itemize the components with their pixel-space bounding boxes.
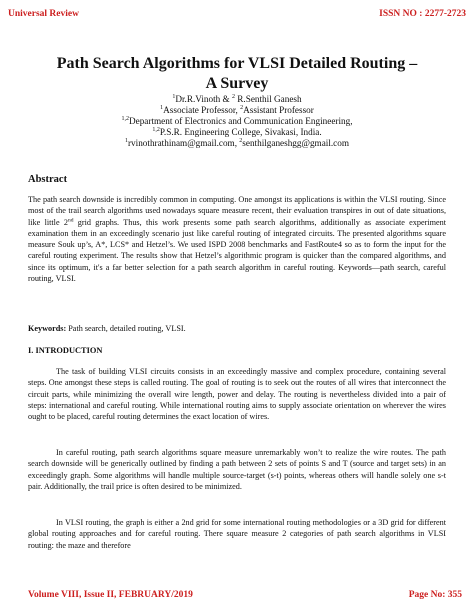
abstract-text: The path search downside is incredibly common in computing. One amongst its applications is within the VLSI routing. Since most of the trail search algorithms used nowadays square measure recent, their evaluation transpires in out of date situations, like little 2nd grid graphs. Thus, this work presents some path search algorithms, additionally as associate experiment examination them in an exceedingly scenario just like careful routing of integrated circuits. The presented algorithms square measure Souk up’s, A*, LCS* and Hetzel’s. We used ISPD 2008 benchmarks and FastRoute4 so as to form the input for the careful routing experiment. The results show that Hetzel’s algorithmic program is quicker than the compared algorithms, and since its optimum, it's a far better selection for a path search algorithm in careful routing. Keywords—path search, careful routing, VLSI. [28,195,446,284]
issn-number: ISSN NO : 2277-2723 [379,9,466,19]
author-department: $^{1,2}$Department of Electronics and Communication Engineering, [121,115,353,126]
volume-info: Volume VIII, Issue II, FEBRUARY/2019 [28,590,193,600]
paper-title-line-2: A Survey [205,75,269,92]
keywords-label: Keywords: [28,324,67,333]
intro-paragraph-2: In careful routing, path search algorithms square measure unremarkably won’t to realize the wire routes. The path search downside will be generically outlined by finding a path between 2 sets of points S and T (source and target sets) in an exceedingly graph. Some algorithms will handle multiple source-target (s-t) points, whereas others will handle solely one s-t pair. Additionally, the trail price is often desired to be minimized. [28,448,446,491]
page-number: Page No: 355 [408,590,462,600]
author-roles: $^1$Associate Professor, $^2$Assistant Professor [160,104,314,115]
keywords-line [28,324,186,333]
author-emails: $^1$rvinothrathinam@gmail.com, $^2$senthilganeshgg@gmail.com [125,137,349,148]
intro-paragraph-1: The task of building VLSI circuits consists in an exceedingly massive and complex procedure, containing several steps. One amongst these steps is called routing. The goal of routing is to seek out the routes of all wires that interconnect the circuit parts, while minimizing the overall wire length, power and delay. The routing is nevertheless divided into a pair of steps: international and careful routing. While international routing aims to supply associate orientation on wherever the wires ought to be placed, careful routing determines the exact location of wires. [28,367,446,422]
author-line: $^1$Dr.R.Vinoth & $^2$ R.Senthil Ganesh [172,93,302,104]
paper-title-line-1: Path Search Algorithms for VLSI Detailed Routing – [56,55,418,72]
intro-paragraph-3: In VLSI routing, the graph is either a 2nd grid for some international routing methodologies or a 3D grid for different global routing approaches and for careful routing. There square measure 2 categories of path search algorithms in VLSI routing: the maze and therefore [28,518,446,550]
keywords-text: Path search, detailed routing, VLSI. [66,324,186,333]
abstract-heading: Abstract [28,174,68,185]
title-block [30,54,444,149]
author-college: $^{1,2}$P.S.R. Engineering College, Sivakasi, India. [152,126,322,137]
introduction-heading: I. INTRODUCTION [28,346,103,355]
journal-name: Universal Review [8,9,79,19]
